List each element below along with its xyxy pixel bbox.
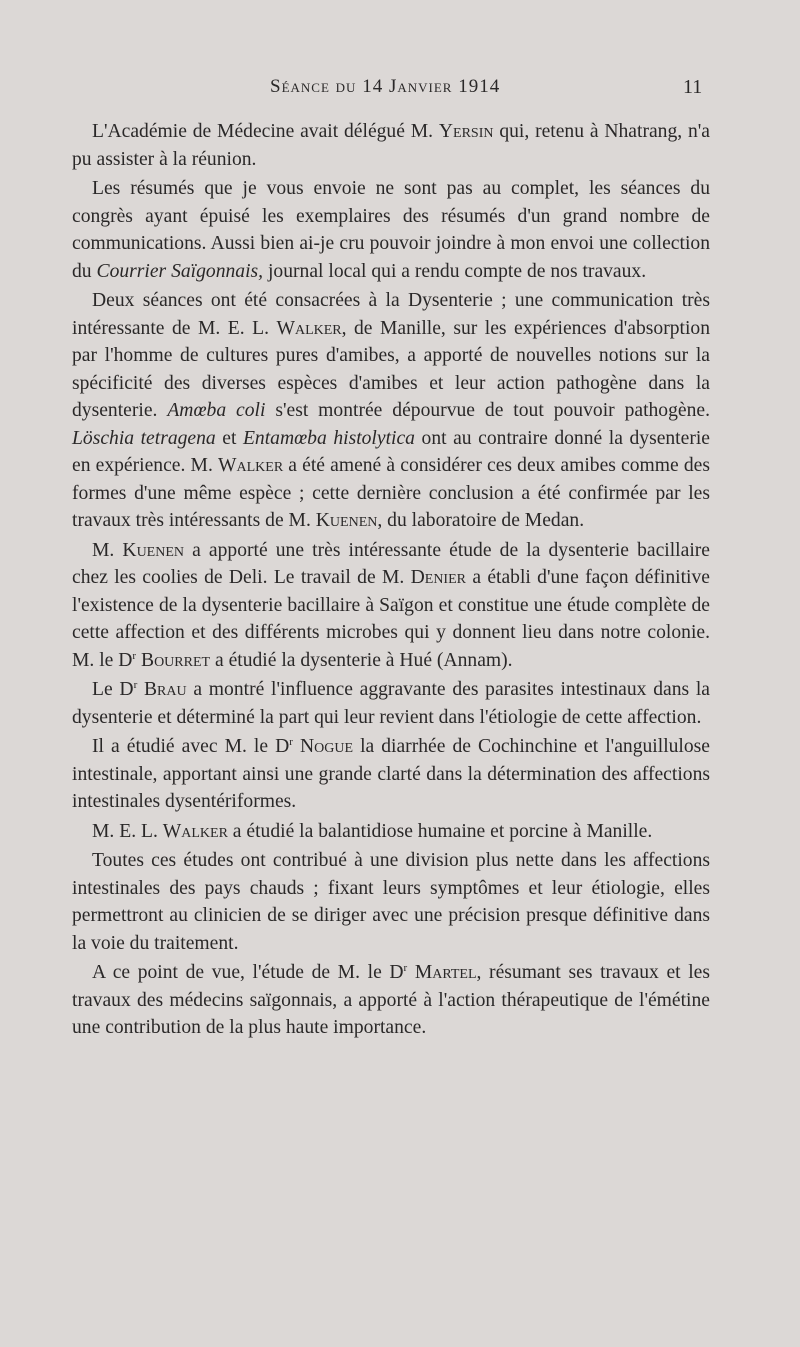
person-name: Brau (143, 679, 187, 700)
person-name: Nogue (299, 736, 354, 757)
paragraph-9: A ce point de vue, l'étude de M. le $D^r$ Martel, résumant ses travaux et les travaux des médecins saïgonnais, a apporté à l'action thérapeutique de l'émétine une contribution de la plus haute importance. (72, 962, 710, 1038)
paragraph-5: Le $D^r$ Brau a montré l'influence aggravante des parasites intestinaux dans la dysenterie et déterminé la part qui leur revient dans l'étiologie de cette affection. (72, 679, 710, 728)
paragraph-7: M. E. L. Walker a étudié la balantidiose humaine et porcine à Manille. (92, 820, 653, 842)
person-name: Walker (276, 317, 342, 339)
person-name: Kuenen (122, 539, 185, 561)
paragraph-6: Il a étudié avec M. le $D^r$ Nogue la diarrhée de Cochinchine et l'anguillulose intestinale, apportant ainsi une grande clarté dans la détermination des affections intestinales dysentériformes. (72, 736, 710, 812)
paragraph-8: Toutes ces études ont contribué à une division plus nette dans les affections intestinales des pays chauds ; fixant leurs symptômes et leur étiologie, elles permettront au clinicien de se diriger avec une précision presque définitive dans la voie du traitement. (72, 850, 710, 954)
paragraph-4: M. Kuenen a apporté une très intéressante étude de la dysenterie bacillaire chez les coolies de Deli. Le travail de M. Denier a établi d'une façon définitive l'existence de la dysenterie bacillaire à Saïgon et constitue une étude complète de cette affection et des différents microbes qui y donnent lieu dans notre colonie. M. le $D^r$ Bourret a étudié la dysenterie à Hué (Annam). (72, 539, 710, 671)
journal-title: Courrier Saïgonnais, (96, 260, 264, 282)
running-head (0, 76, 800, 102)
person-name: Yersin (438, 121, 494, 142)
body-text (72, 118, 710, 1044)
person-name: Walker (218, 455, 284, 476)
page-number: 11 (683, 76, 703, 98)
species-name: Löschia tetragena (72, 427, 216, 449)
species-name: Entamœba histolytica (242, 427, 415, 449)
person-name: Walker (162, 820, 228, 842)
paragraph-2: Les résumés que je vous envoie ne sont pas au complet, les séances du congrès ayant épuisé les exemplaires des résumés d'un grand nombre de communications. Aussi bien ai-je cru pouvoir joindre à mon envoi une collection du Courrier Saïgonnais, journal local qui a rendu compte de nos travaux. (72, 178, 710, 282)
person-name: Denier (410, 567, 466, 588)
person-name: Bourret (141, 649, 211, 671)
person-name: Kuenen (315, 510, 378, 531)
paragraph-1: L'Académie de Médecine avait délégué M. Yersin qui, retenu à Nhatrang, n'a pu assister à la réunion. (72, 121, 711, 170)
running-title: Séance du 14 Janvier 1914 (270, 76, 501, 97)
paragraph-3: Deux séances ont été consacrées à la Dysenterie ; une communication très intéressante de M. E. L. Walker, de Manille, sur les expériences d'absorption par l'homme de cultures pures d'amibes, a apporté de nouvelles notions sur la spécificité des diverses espèces d'amibes et leur action pathogène dans la dysenterie. Amœba coli s'est montrée dépourvue de tout pouvoir pathogène. Löschia tetragena et Entamœba histolytica ont au contraire donné la dysenterie en expérience. M. Walker a été amené à considérer ces deux amibes comme des formes d'une même espèce ; cette dernière conclusion a été confirmée par les travaux très intéressants de M. Kuenen, du laboratoire de Medan. (72, 290, 710, 531)
species-name: Amœba coli (167, 400, 266, 421)
person-name: Martel (414, 962, 477, 983)
